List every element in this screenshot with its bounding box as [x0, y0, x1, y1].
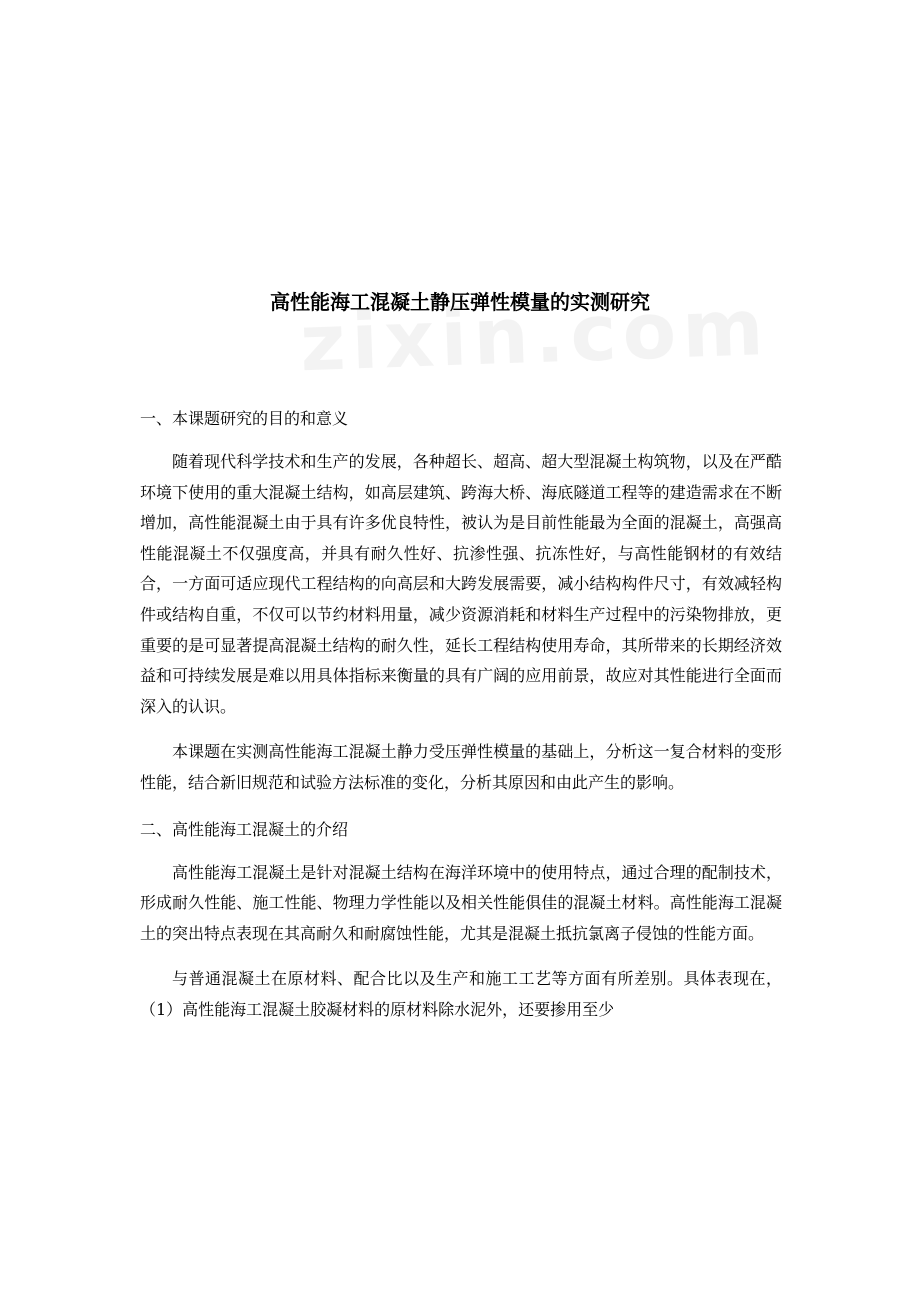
- section-2-paragraph-1: 高性能海工混凝土是针对混凝土结构在海洋环境中的使用特点，通过合理的配制技术，形成耐久性能、施工性能、物理力学性能以及相关性能俱佳的混凝土材料。高性能海工混凝土的突出特点表现在其高耐久和耐腐蚀性能，尤其是混凝土抵抗氯离子侵蚀的性能方面。: [140, 862, 782, 943]
- document-title: 高性能海工混凝土静压弹性模量的实测研究: [270, 290, 650, 314]
- document-body: [140, 403, 782, 1026]
- section-1-paragraph-2: 本课题在实测高性能海工混凝土静力受压弹性模量的基础上，分析这一复合材料的变形性能，结合新旧规范和试验方法标准的变化，分析其原因和由此产生的影响。: [140, 742, 782, 792]
- section-2-paragraph-2: 与普通混凝土在原材料、配合比以及生产和施工工艺等方面有所差别。具体表现在，（1）高性能海工混凝土胶凝材料的原材料除水泥外，还要掺用至少: [140, 969, 782, 1019]
- section-1-paragraph-1: 随着现代科学技术和生产的发展，各种超长、超高、超大型混凝土构筑物，以及在严酷环境下使用的重大混凝土结构，如高层建筑、跨海大桥、海底隧道工程等的建造需求在不断增加，高性能混凝土由于具有许多优良特性，被认为是目前性能最为全面的混凝土，高强高性能混凝土不仅强度高，并具有耐久性好、抗渗性强、抗冻性好，与高性能钢材的有效结合，一方面可适应现代工程结构的向高层和大跨发展需要，减小结构构件尺寸，有效减轻构件或结构自重，不仅可以节约材料用量，减少资源消耗和材料生产过程中的污染物排放，更重要的是可显著提高混凝土结构的耐久性，延长工程结构使用寿命，其所带来的长期经济效益和可持续发展是难以用具体指标来衡量的具有广阔的应用前景，故应对其性能进行全面而深入的认识。: [140, 452, 782, 716]
- section-1-heading: 一、本课题研究的目的和意义: [140, 409, 349, 428]
- section-2-heading: 二、高性能海工混凝土的介绍: [140, 819, 349, 839]
